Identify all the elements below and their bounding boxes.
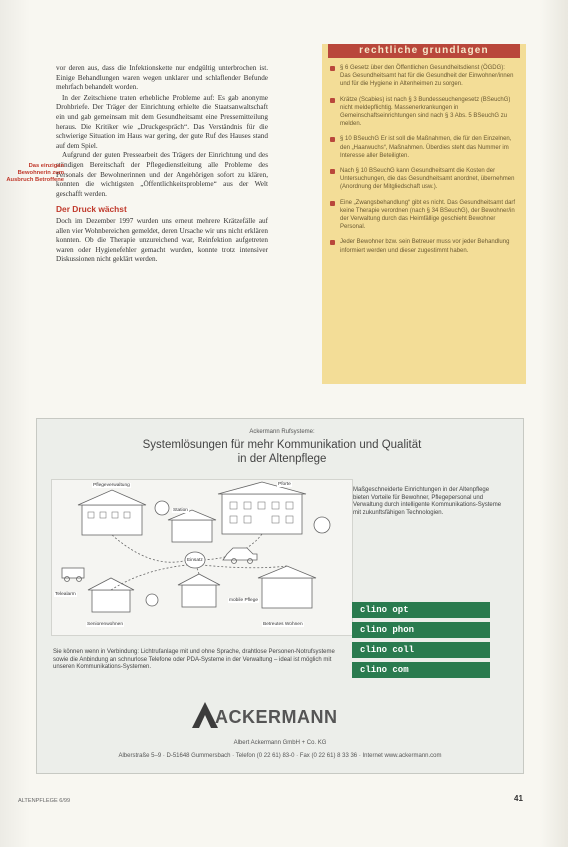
article-paragraph-1: vor deren aus, dass die Infektionskette nur endgültig unterbrochen ist. Einige Behandlungen waren wegen unklarer und schlaflender Befunde mehrfach behandelt worden. [56, 64, 268, 92]
page-number: 41 [514, 794, 523, 803]
article-paragraph-4: Doch im Dezember 1997 wurden uns erneut mehrere Krätzefälle auf allen vier Wohnbereichen gemeldet, deren Ursache wir uns nicht erklären konnten. Ob die Therapie unzureichend war, Reinfektion aufgetreten waren oder Hygienefehler gemacht wurden, konnte trotz intensiver Diskussionen nicht geklärt werden. [56, 216, 268, 264]
bullet-icon [330, 137, 335, 142]
legal-item: § 10 BSeuchG Er ist soll die Maßnahmen, die für den Einzelnen, den „Haarwuchs“, Maßnahmen. Überdies steht das Nummer im Interesse aller Beteiligten. [330, 135, 516, 160]
label-pforte: Pforte [278, 482, 291, 487]
bullet-icon [330, 240, 335, 245]
ad-bottom-copy: Sie können wenn in Verbindung: Lichtrufanlage mit und ohne Sprache, drahtlose Personen-Notrufsysteme sowie die Anbindung an schnurlose Telefone oder PDA-Systeme in der Verwaltung – ideal ist möglich mit unseren Kommunikations-Systemen. [53, 649, 335, 671]
legal-item: Eine „Zwangsbehandlung“ gibt es nicht. Das Gesundheitsamt darf keine Therapie verordnen (nach § 34 BSeuchG), der Bewohner/in der Verwaltung durch das Heimfällige geschieht Bewohner Personal. [330, 199, 516, 232]
legal-item: Nach § 10 BSeuchG kann Gesundheitsamt die Kosten der Untersuchungen, die das Gesundheitsamt anordnet, übernehmen (Anordnung der Mitgliedschaft usw.). [330, 167, 516, 192]
label-betreutes-wohnen: Betreutes Wohnen [263, 622, 303, 627]
legal-item: Jeder Bewohner bzw. sein Betreuer muss vor jeder Behandlung informiert werden und dieser zugestimmt haben. [330, 238, 516, 254]
label-station: Station [173, 508, 188, 513]
label-seniorenwohnen: Seniorenwohnen [87, 622, 124, 627]
product-clino-phon: clino phon [352, 622, 490, 638]
label-einsatz: Einsatz [187, 558, 203, 563]
ad-address: Alberstraße 5–9 · D-51648 Gummersbach · Telefon (0 22 61) 83-0 · Fax (0 22 61) 8 33 36 · Internet www.ackermann.com [118, 753, 442, 759]
ad-company-line: Ackermann Rufsysteme: [249, 429, 315, 435]
legal-sidebar [322, 44, 526, 384]
logo-wordmark: ACKERMANN [215, 707, 338, 727]
product-clino-com: clino com [352, 662, 490, 678]
product-clino-coll: clino coll [352, 642, 490, 658]
legal-item: § 6 Gesetz über den Öffentlichen Gesundheitsdienst (ÖGDG): Das Gesundheitsamt hat für die Gesundheit der Einwohner/innen und für die Hygiene in Altenheimen zu sorgen. [330, 64, 516, 89]
bullet-icon [330, 66, 335, 71]
label-mobile-pflege: mobile Pflege [229, 598, 259, 603]
article-paragraph-2: In der Zeitschiene traten erhebliche Probleme auf: Es gab anonyme Drohbriefe. Der Träger der Einrichtung erhielte die Staatsanwaltschaft ein und gab gemeinsam mit dem Gesundheitsamt eine Pressemitteilung heraus. Die Kritiker wie „Druckgespräch“. Das Verständnis für die schwierige Situation im Haus war gering, der gute Ruf des Hauses stand auf dem Spiel. [56, 93, 268, 150]
ad-right-copy: Maßgeschneiderte Einrichtungen in der Altenpflege bieten Vorteile für Bewohner, Pflegepersonal und Verwaltung durch intelligente Kommunikations-Systeme mit zukunftsfähigen Technologien. [353, 487, 502, 516]
bullet-icon [330, 98, 335, 103]
label-telealarm: Telealarm [55, 592, 76, 597]
ad-illustration [51, 479, 353, 636]
ad-headline: Systemlösungen für mehr Kommunikation und Qualität in der Altenpflege [142, 439, 422, 465]
ad-header [117, 429, 447, 466]
product-clino-opt: clino opt [352, 602, 490, 618]
ackermann-logo [185, 697, 405, 731]
legal-item: Krätze (Scabies) ist nach § 3 Bundesseuchengesetz (BSeuchG) nicht meldepflichtig. Massenerkrankungen in Gemeinschaftseinrichtungen sind nach § 3 Abs. 5 BSeuchG zu melden. [330, 96, 516, 129]
article-subhead: Der Druck wächst [56, 204, 127, 215]
pull-quote: Das einzigen Bewohnerin zum Ausbruch Betroffene [6, 163, 64, 183]
ackermann-advertisement [36, 418, 524, 774]
legal-list [322, 64, 526, 255]
footer-publication: ALTENPFLEGE 6/99 [18, 798, 71, 804]
label-pflegeverwaltung: Pflegeverwaltung [93, 483, 130, 488]
ad-firm-name: Albert Ackermann GmbH + Co. KG [233, 740, 327, 746]
article-paragraph-3: Aufgrund der guten Pressearbeit des Trägers der Einrichtung und des ständigen Bereitschaft der Pflegedienstleitung alle Probleme des Personals der Bewohnerinnen und der Angehörigen sofort zu klären, konnten die wichtigsten „Öffentlichkeitsprobleme“ aus der Welt geschafft werden. [56, 151, 268, 198]
legal-sidebar-title: rechtliche grundlagen [328, 44, 520, 58]
bullet-icon [330, 169, 335, 174]
article-column [56, 64, 268, 265]
bullet-icon [330, 201, 335, 206]
product-list [352, 602, 490, 682]
